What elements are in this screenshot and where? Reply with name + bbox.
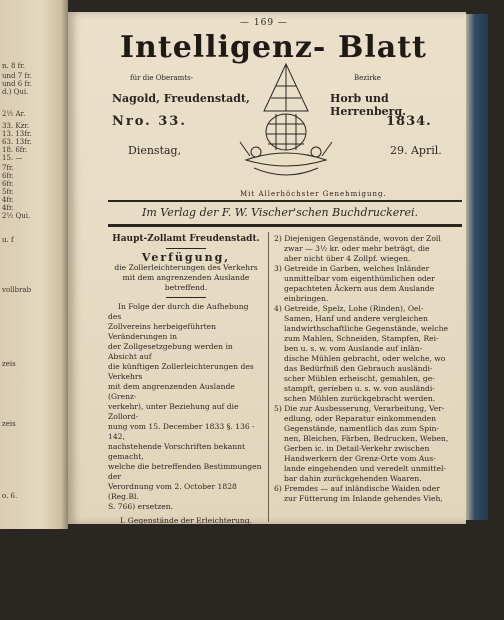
newspaper-page — [68, 12, 466, 619]
text-line: der ersten Abtheilung des Vereins- — [108, 550, 242, 559]
adjacent-page-text: zeis — [2, 360, 16, 368]
right-column — [274, 234, 462, 504]
text-line: Handwerkern der Grenz-Orte vom Aus- — [284, 454, 436, 463]
issue-number: Nro. 33. — [112, 114, 187, 129]
text-line: 3) Getreide in Garben, welches Inländer — [274, 264, 430, 273]
divider — [166, 297, 206, 298]
masthead-subtitle-left: für die Oberamts- — [130, 74, 194, 82]
text-line: dische Mühlen gebracht, oder welche, wo — [284, 354, 446, 363]
text-line: einbringen. — [284, 294, 329, 303]
adjacent-page-text: 4fr. — [2, 204, 14, 212]
text-line: scher Mühlen erheischt, gemahlen, ge- — [284, 374, 435, 383]
masthead-title-left: Intelligenz- — [120, 30, 327, 65]
text-line: Zollvereins herbeigeführten Veränderungen in — [108, 322, 217, 341]
text-line: gepachteten Äckern aus dem Auslande — [284, 284, 435, 293]
adjacent-page-text: 6fr. — [2, 172, 14, 180]
masthead-title-right: Blatt — [338, 30, 427, 65]
text-line: ben u. s. w. vom Auslande auf inlän- — [284, 344, 423, 353]
book-cover-edge — [466, 14, 488, 520]
text-line: nachstehende Vorschriften bekannt gemacht, — [108, 442, 246, 461]
text-line: landwirthschaftliche Gegenstände, welche — [284, 324, 448, 333]
text-line: bar dahin zurückgehenden Waaren. — [284, 474, 422, 483]
text-line: der Zollgesetzgebung werden in Absicht auf — [108, 342, 233, 361]
text-line: nicht 3¼ kr. erreicht. — [118, 610, 201, 619]
adjacent-page-text: n. 8 fr. — [2, 62, 26, 70]
text-line: schen Mühlen zurückgebracht werden. — [284, 394, 436, 403]
text-line: mit dem angrenzenden Auslande (Grenz- — [108, 382, 235, 401]
header-rule — [108, 200, 462, 202]
text-line: Gerben ic. in Detail-Verkehr zwischen — [284, 444, 430, 453]
text-line: die künftigen Zollerleichterungen des Verkehrs — [108, 362, 254, 381]
adjacent-page-text: 13. 13fr. — [2, 130, 32, 138]
issue-day: Dienstag, — [128, 144, 182, 157]
issue-year: 1834. — [386, 114, 432, 129]
left-column — [108, 234, 264, 620]
text-line: Verordnung vom 2. October 1828 (Reg.Bl. — [108, 482, 237, 501]
privilege-line: Mit Allerhöchster Genehmigung. — [240, 190, 387, 198]
text-line: stampft, gerieben u. s. w. von ausländi- — [284, 384, 435, 393]
text-line: 2) Diejenigen Gegenstände, wovon der Zoll — [274, 234, 441, 243]
text-line: 5) Die zur Ausbesserung, Verarbeitung, Ver- — [274, 404, 445, 413]
text-line: 1) Alle Gegenstände, wovon der Zollbetrag — [108, 590, 232, 609]
adjacent-page-text: 2½ Ar. — [2, 110, 26, 118]
column-separator — [268, 232, 269, 522]
text-line: verkehr), unter Beziehung auf die Zollord- — [108, 402, 239, 421]
adjacent-page-edge — [0, 0, 68, 529]
text-line: nung vom 15. December 1833 §. 136 - 142, — [108, 422, 255, 441]
article-subtitle: die Zollerleichterungen des Verkehrs mit dem angrenzenden Auslande betreffend. — [114, 263, 258, 292]
text-line: unterworfen sind, bleiben vom Zoll befreit: — [108, 570, 244, 589]
text-line: Tarifs einer Zollabgabe überhaupt nicht — [108, 560, 262, 569]
text-line: zum Mahlen, Schneiden, Stampfen, Rei- — [284, 334, 439, 343]
issue-date: 29. April. — [390, 144, 442, 157]
text-line: aber nicht über 4 Zollpf. wiegen. — [284, 254, 411, 263]
masthead-places-left: Nagold, Freudenstadt, — [112, 92, 250, 105]
section-title: I. Gegenstände der Erleichterung. — [119, 516, 253, 525]
article-title: Verfügung, — [141, 251, 231, 264]
text-line: Samen, Hanf und andere vergleichen — [284, 314, 428, 323]
article-heading: Haupt-Zollamt Freudenstadt. — [112, 234, 260, 244]
adjacent-page-text: 2½ Qui. — [2, 212, 31, 220]
divider — [166, 248, 206, 249]
adjacent-page-text: 63. 13fr. — [2, 138, 32, 146]
text-line: Gegenstände, namentlich das zum Spin- — [284, 424, 439, 433]
text-line: welche die betreffenden Bestimmungen der — [108, 462, 262, 481]
adjacent-page-text: 7fr. — [2, 164, 14, 172]
text-line: zwar — 3½ kr. oder mehr beträgt, die — [284, 244, 430, 253]
adjacent-page-text: 33. Kzr. — [2, 122, 30, 130]
adjacent-page-text: d.) Qui. — [2, 88, 29, 96]
header-rule — [108, 224, 462, 227]
text-line: In Folge der durch die Aufhebung des — [108, 302, 249, 321]
adjacent-page-text: 4fr. — [2, 196, 14, 204]
text-line: Außer denjenigen Artikeln, welche nach — [108, 530, 252, 549]
text-line: das Bedürfniß den Gebrauch ausländi- — [284, 364, 433, 373]
adjacent-page-text: 6fr. — [2, 180, 14, 188]
adjacent-page-text: 15. — — [2, 154, 23, 162]
adjacent-page-text: o. 6. — [2, 492, 18, 500]
page-number: — 169 — — [240, 18, 288, 28]
adjacent-page-text: u. f — [2, 236, 14, 244]
adjacent-page-text: 18. 6fr. — [2, 146, 28, 154]
text-line: S. 766) ersetzen. — [108, 502, 173, 511]
text-line: edlung, oder Reparatur einkommenden — [284, 414, 436, 423]
text-line: nen, Bleichen, Färben, Bedrucken, Weben, — [284, 434, 449, 443]
text-line: zur Fütterung im Inlande gehendes Vieh, — [284, 494, 443, 503]
masthead-subtitle-right: Bezirke — [354, 74, 381, 82]
masthead-places-right: Horb und Herrenberg. — [330, 92, 406, 118]
text-line: 4) Getreide, Spelz, Lohe (Rinden), Oel- — [274, 304, 424, 313]
adjacent-page-text: und 7 fr. — [2, 72, 32, 80]
adjacent-page-text: zeis — [2, 420, 16, 428]
masthead-emblem-icon — [236, 56, 336, 191]
adjacent-page-text: 5fr. — [2, 188, 14, 196]
text-line: lande eingehenden und veredelt unmittel- — [284, 464, 446, 473]
text-line: unmittelbar vom eigenthümlichen oder — [284, 274, 435, 283]
publisher-line: Im Verlag der F. W. Vischer'schen Buchdruckerei. — [142, 206, 419, 219]
adjacent-page-text: und 6 fr. — [2, 80, 32, 88]
text-line: 6) Fremdes — auf inländische Waiden oder — [274, 484, 440, 493]
adjacent-page-text: vollbrab — [2, 286, 32, 294]
